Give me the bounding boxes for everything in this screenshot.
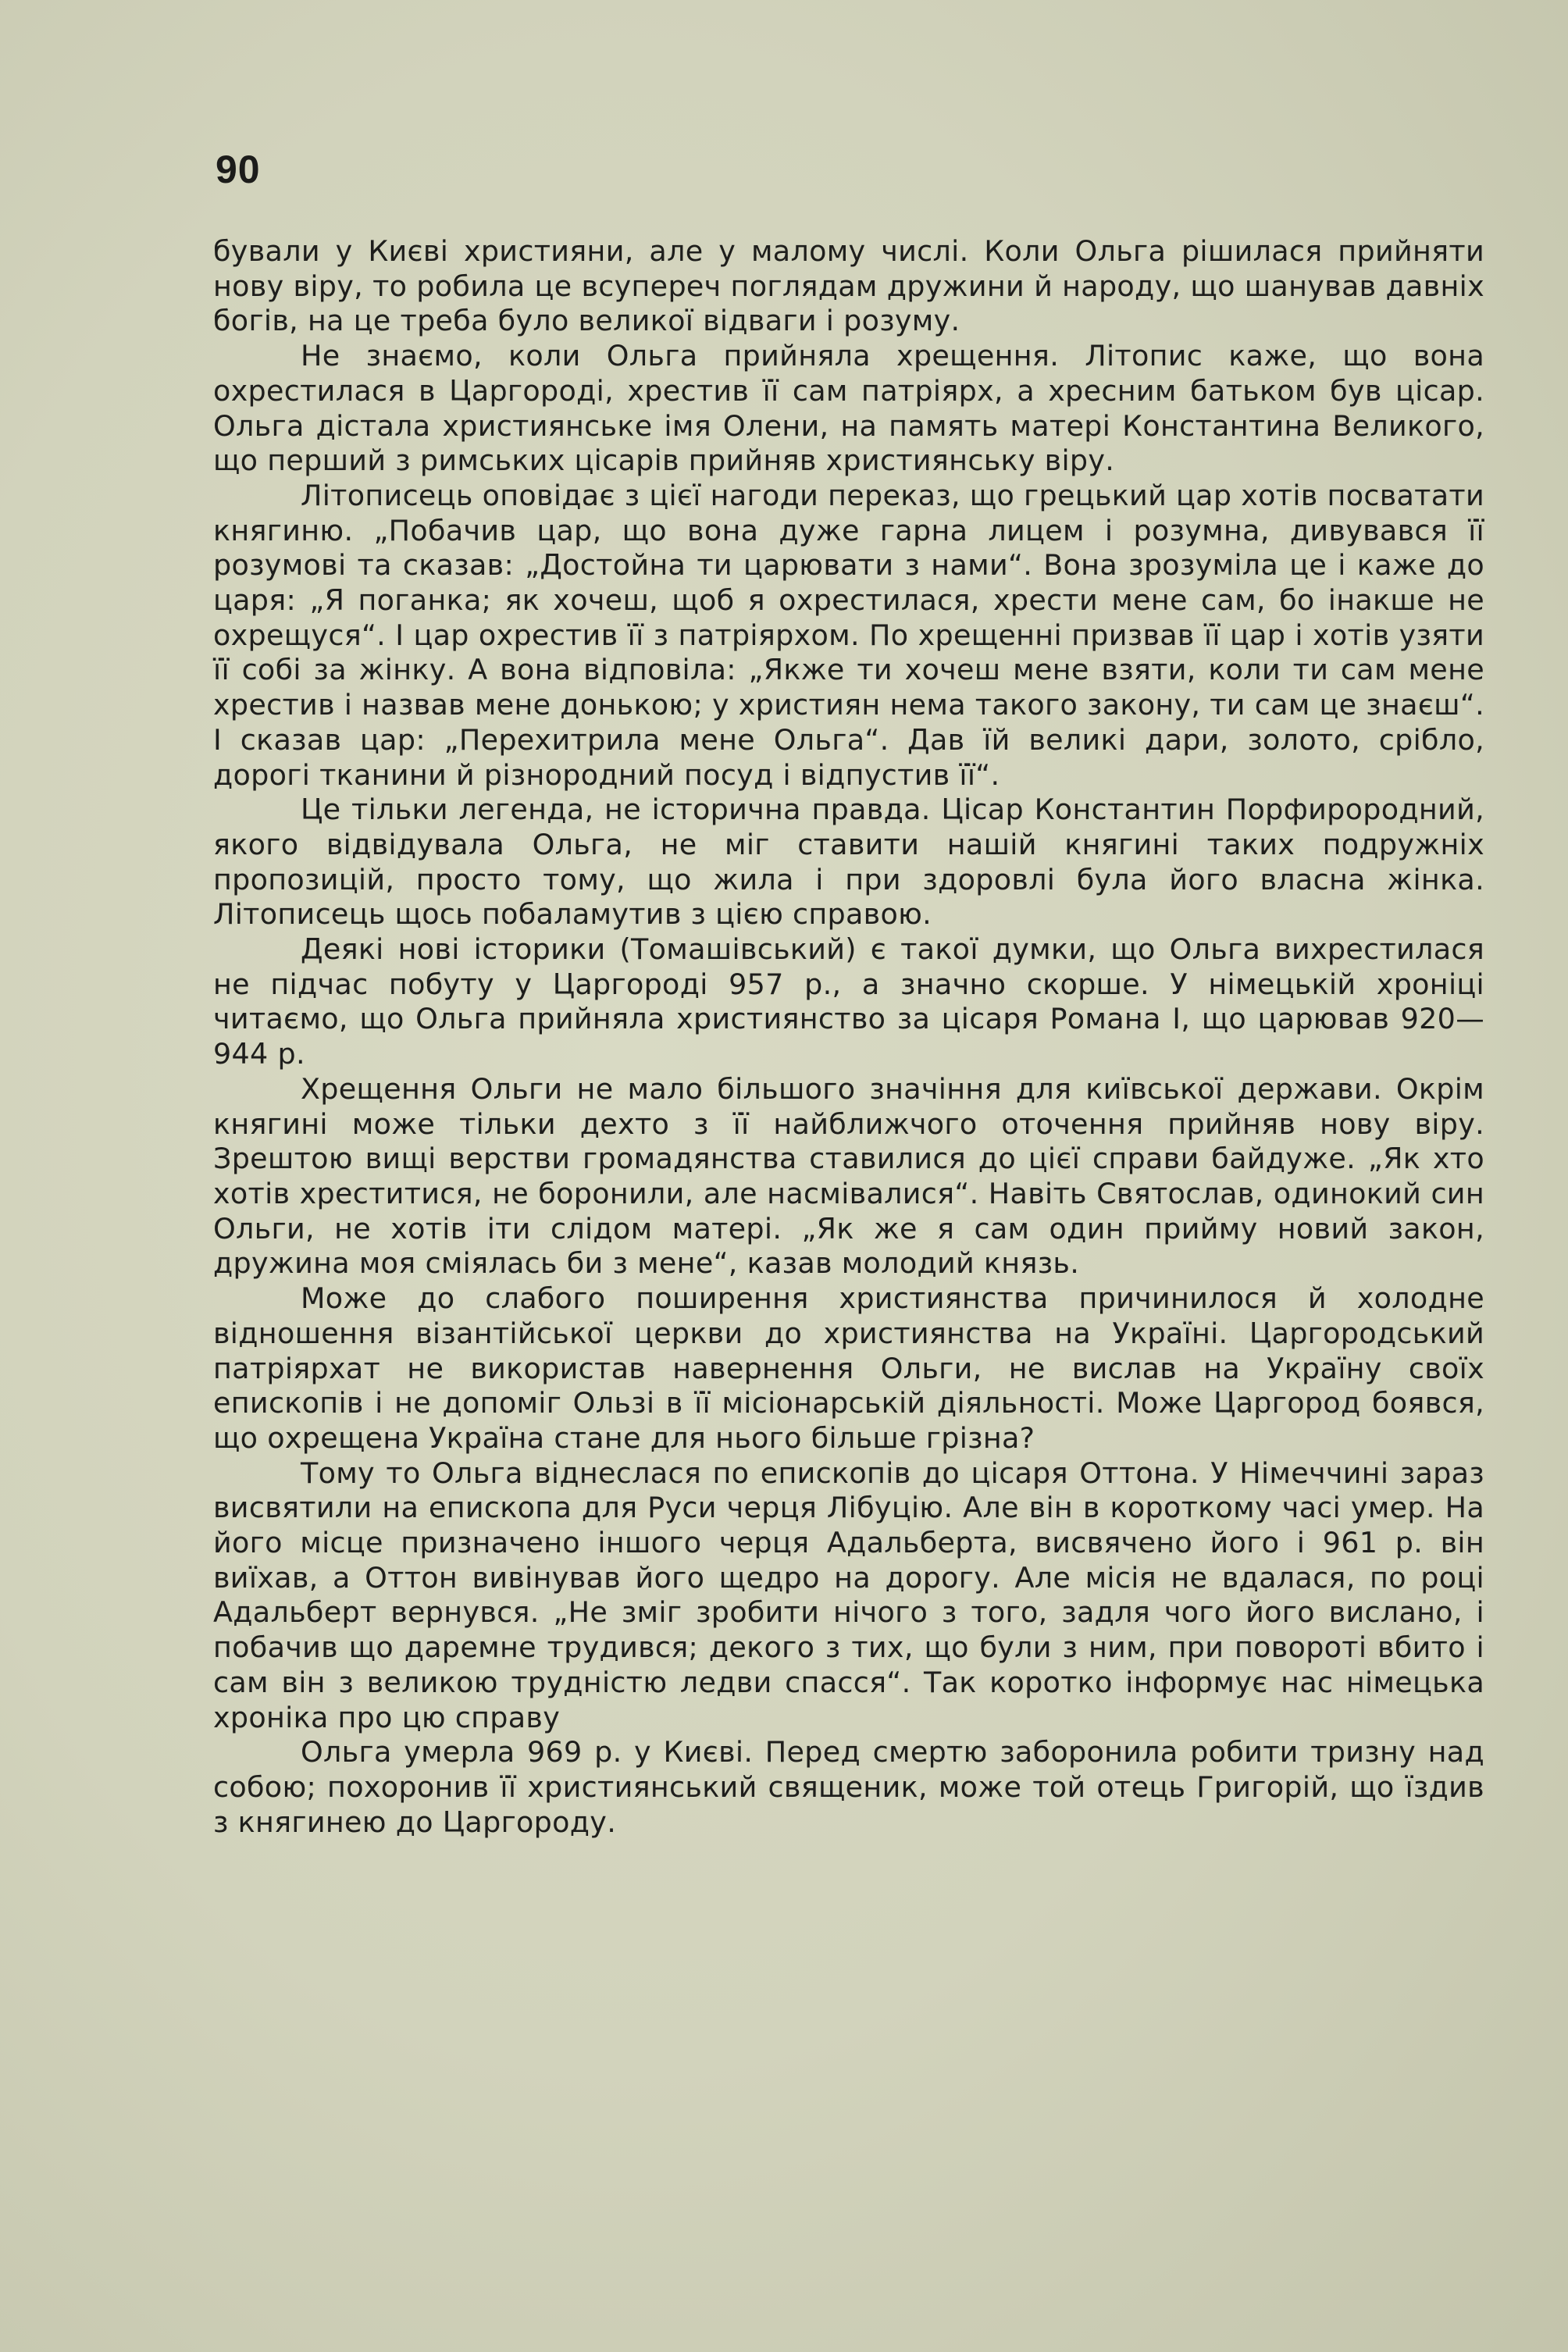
body-text [213, 234, 1484, 1840]
paragraph: Ольга умерла 969 р. у Києві. Перед смертю заборонила робити тризну над собою; похоронив її християнський священик, може той отець Григорій, що їздив з княгинею до Царгороду. [213, 1735, 1484, 1839]
paragraph: Може до слабого поширення християнства причинилося й холодне відношення візантійської церкви до християнства на Україні. Царгородський патріярхат не використав навернення Ольги, не вислав на Україну своїх епископів і не допоміг Ользі в її місіонарській діяльності. Може Царгород боявся, що охрещена Україна стане для нього більше грізна? [213, 1281, 1484, 1455]
paragraph: Літописець оповідає з цієї нагоди переказ, що грецький цар хотів посватати княгиню. „Побачив цар, що вона дуже гарна лицем і розумна, дивувався її розумові та сказав: „Достойна ти царювати з нами“. Вона зрозуміла це і каже до царя: „Я поганка; як хочеш, щоб я охрестилася, хрести мене сам, бо інакше не охрещуся“. І цар охрестив її з патріярхом. По хрещенні призвав її цар і хотів узяти її собі за жінку. А вона відповіла: „Якже ти хочеш мене взяти, коли ти сам мене хрестив і назвав мене донькою; у християн нема такого закону, ти сам це знаєш“. І сказав цар: „Перехитрила мене Ольга“. Дав їй великі дари, золото, срібло, дорогі тканини й різнородний посуд і відпустив її“. [213, 478, 1484, 792]
page-number: 90 [216, 148, 261, 191]
paragraph: бували у Києві християни, але у малому числі. Коли Ольга рішилася прийняти нову віру, то робила це всупереч поглядам дружини й народу, що шанував давніх богів, на це треба було великої відваги і розуму. [213, 234, 1484, 338]
paragraph: Хрещення Ольги не мало більшого значіння для київської держави. Окрім княгині може тільки дехто з її найближчого оточення прийняв нову віру. Зрештою вищі верстви громадянства ставилися до цієї справи байдуже. „Як хто хотів хреститися, не боронили, але насмівалися“. Навіть Святослав, одинокий син Ольги, не хотів іти слідом матері. „Як же я сам один прийму новий закон, дружина моя сміялась би з мене“, казав молодий князь. [213, 1071, 1484, 1281]
paragraph: Це тільки легенда, не історична правда. Цісар Константин Порфирородний, якого відвідувала Ольга, не міг ставити нашій княгині таких подружніх пропозицій, просто тому, що жила і при здоровлі була його власна жінка. Літописець щось побаламутив з цією справою. [213, 793, 1484, 932]
paragraph: Не знаємо, коли Ольга прийняла хрещення. Літопис каже, що вона охрестилася в Царгороді, хрестив її сам патріярх, а хресним батьком був цісар. Ольга дістала християнське імя Олени, на память матері Константина Великого, що перший з римських цісарів прийняв християнську віру. [213, 339, 1484, 478]
paragraph: Тому то Ольга віднеслася по епископів до цісаря Оттона. У Німеччині зараз висвятили на епископа для Руси черця Лібуцію. Але він в короткому часі умер. На його місце призначено іншого черця Адальберта, висвячено його і 961 р. він виїхав, а Оттон вивінував його щедро на дорогу. Але місія не вдалася, по році Адальберт вернувся. „Не зміг зробити нічого з того, задля чого його вислано, і побачив що даремне трудився; декого з тих, що були з ним, при повороті вбито і сам він з великою трудністю ледви спасся“. Так коротко інформує нас німецька хроніка про цю справу [213, 1456, 1484, 1734]
paragraph: Деякі нові історики (Томашівський) є такої думки, що Ольга вихрестилася не підчас побуту у Царгороді 957 р., а значно скорше. У німецькій хроніці читаємо, що Ольга прийняла християнство за цісаря Романа І, що царював 920—944 р. [213, 932, 1484, 1071]
